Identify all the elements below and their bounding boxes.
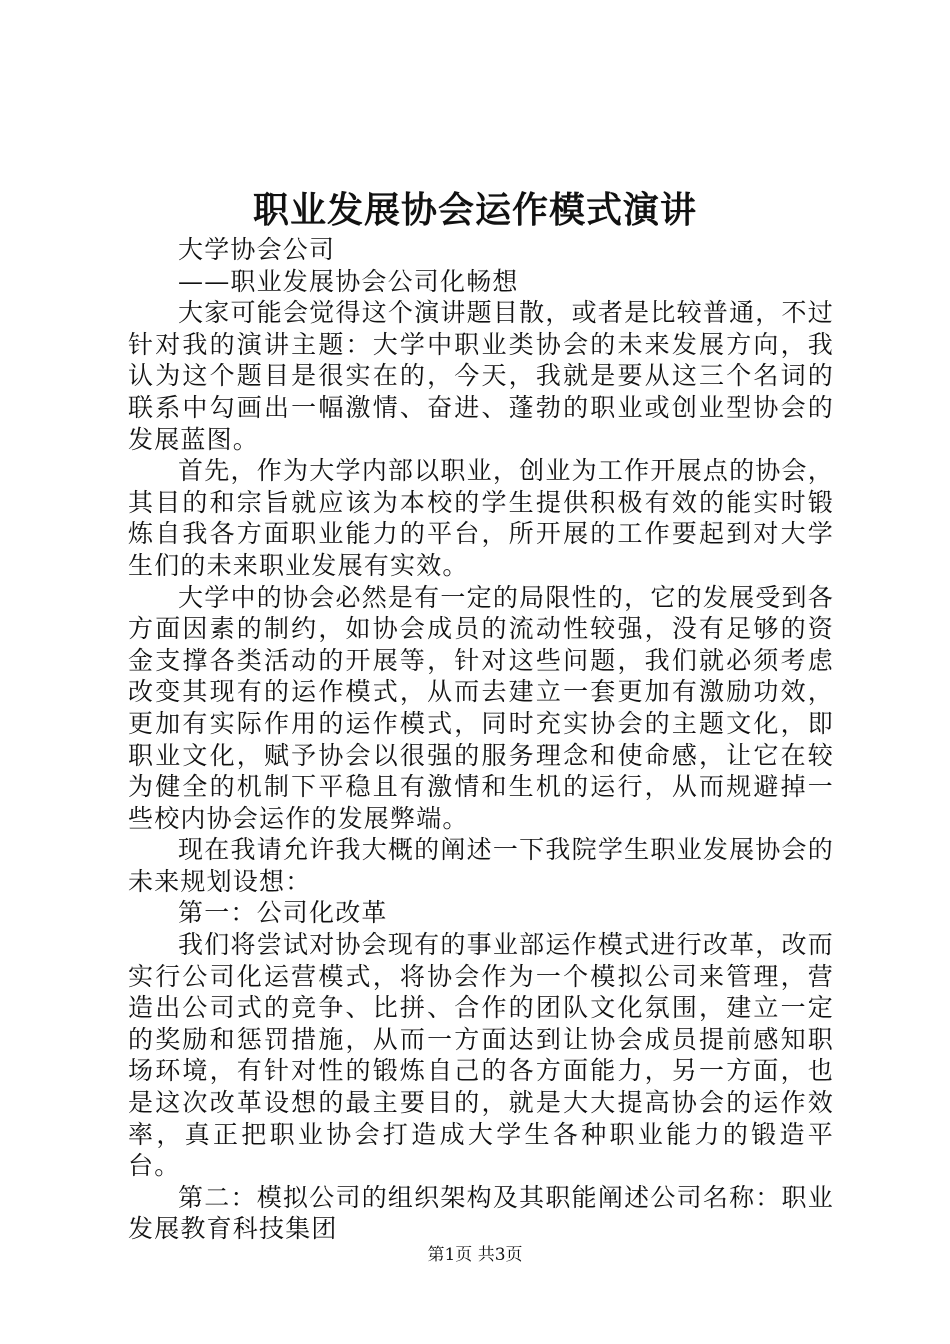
paragraph-tagline: ——职业发展协会公司化畅想 bbox=[178, 266, 519, 296]
paragraph-intro: 大家可能会觉得这个演讲题目散，或者是比较普通，不过针对我的演讲主题：大学中职业类协会的未来发展方向，我认为这个题目是很实在的，今天，我就是要从这三个名词的联系中勾画出一幅激情、奋进、蓬勃的职业或创业型协会的发展蓝图。 bbox=[128, 298, 834, 454]
document-body bbox=[128, 234, 834, 1245]
paragraph-first: 首先，作为大学内部以职业，创业为工作开展点的协会，其目的和宗旨就应该为本校的学生提供积极有效的能实时锻炼自我各方面职业能力的平台，所开展的工作要起到对大学生们的未来职业发展有实效。 bbox=[128, 456, 834, 580]
page-number: 第1页 共3页 bbox=[427, 1245, 523, 1265]
paragraph-heading-one: 第一：公司化改革 bbox=[178, 898, 388, 928]
paragraph-heading-two: 第二：模拟公司的组织架构及其职能阐述公司名称：职业发展教育科技集团 bbox=[128, 1182, 834, 1244]
paragraph-subtitle: 大学协会公司 bbox=[178, 235, 336, 264]
paragraph-plan-intro: 现在我请允许我大概的阐述一下我院学生职业发展协会的未来规划设想： bbox=[128, 835, 834, 896]
paragraph-limitations: 大学中的协会必然是有一定的局限性的，它的发展受到各方面因素的制约，如协会成员的流动性较强，没有足够的资金支撑各类活动的开展等，针对这些问题，我们就必须考虑改变其现有的运作模式，从而去建立一套更加有激励功效，更加有实际作用的运作模式，同时充实协会的主题文化，即职业文化，赋予协会以很强的服务理念和使命感，让它在较为健全的机制下平稳且有激情和生机的运行，从而规避掉一些校内协会运作的发展弊端。 bbox=[128, 582, 834, 833]
paragraph-reform: 我们将尝试对协会现有的事业部运作模式进行改革，改而实行公司化运营模式，将协会作为一个模拟公司来管理，营造出公司式的竞争、比拼、合作的团队文化氛围，建立一定的奖励和惩罚措施，从而一方面达到让协会成员提前感知职场环境，有针对性的锻炼自己的各方面能力，另一方面，也是这次改革设想的最主要目的，就是大大提高协会的运作效率，真正把职业协会打造成大学生各种职业能力的锻造平台。 bbox=[128, 930, 834, 1181]
document-title: 职业发展协会运作模式演讲 bbox=[252, 189, 697, 231]
